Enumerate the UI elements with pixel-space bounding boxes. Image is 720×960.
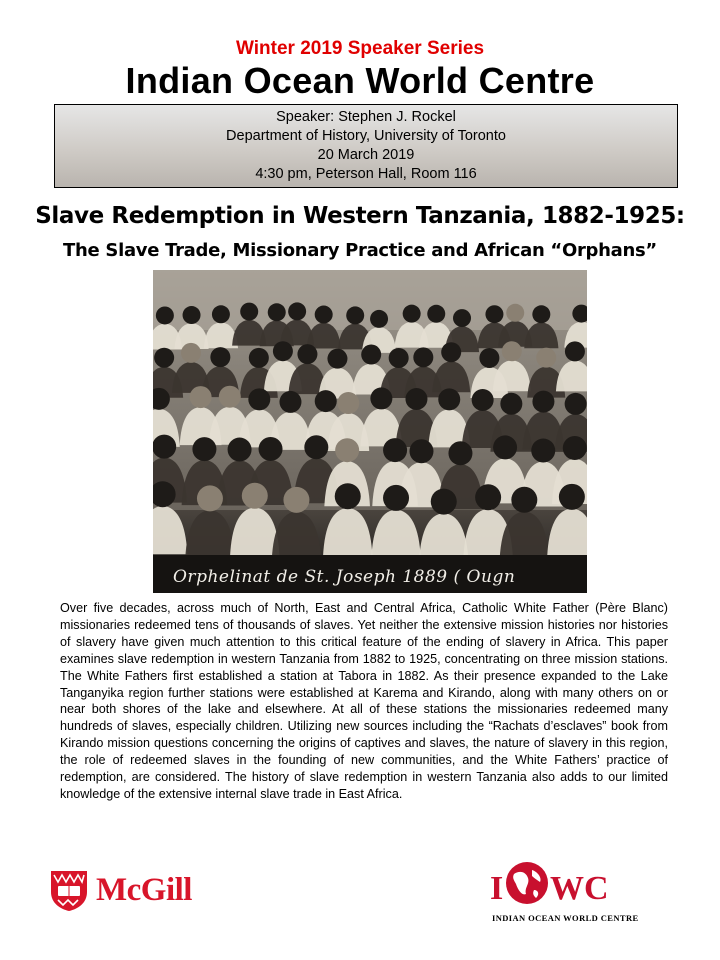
centre-title: Indian Ocean World Centre	[125, 60, 595, 101]
abstract-text: Over five decades, across much of North, East and Central Africa, Catholic White Father (Père Blanc) missionaries redeemed tens of thousands of slaves. Yet neither the extensive mission histories nor histories of slavery have given much attention to this critical feature of the ending of slavery in Africa. This paper examines slave redemption in western Tanzania from 1882 to 1925, concentrating on three mission stations. The White Fathers first established a station at Tabora in 1882. As their presence expanded to the Lake Tanganyika region further stations were established at Karema and Kirando, along with many others on or near both shores of the lake and elsewhere. At all of these stations the missionaries redeemed many hundreds of slaves, especially children. Utilizing new sources including the “Rachats d’esclaves” book from Kirando mission questions concerning the origins of captives and slaves, the nature of slavery in this region, the role of redeemed slaves in the founding of new communities, and the White Fathers’ practice of redemption, are considered. The history of slave redemption in western Tanzania also adds to our limited knowledge of the extensive internal slave trade in East Africa.	[60, 601, 668, 801]
mcgill-wordmark: McGill	[96, 872, 192, 908]
historical-group-photo	[153, 270, 587, 593]
talk-title: Slave Redemption in Western Tanzania, 1882-1925:	[35, 203, 685, 229]
event-date: 20 March 2019	[317, 147, 415, 163]
series-title: Winter 2019 Speaker Series	[235, 38, 485, 59]
talk-subtitle: The Slave Trade, Missionary Practice and African “Orphans”	[63, 240, 657, 261]
speaker-info-box	[54, 104, 678, 188]
iowc-logo	[490, 858, 690, 928]
iowc-full-name: INDIAN OCEAN WORLD CENTRE	[492, 913, 639, 923]
iowc-letters-wc: WC	[550, 870, 609, 907]
iowc-letter-i: I	[490, 870, 504, 907]
event-time-location: 4:30 pm, Peterson Hall, Room 116	[255, 166, 477, 182]
mcgill-logo	[50, 870, 250, 914]
mcgill-shield-icon	[50, 870, 88, 912]
photo-image	[153, 270, 587, 593]
speaker-name: Speaker: Stephen J. Rockel	[276, 109, 456, 125]
speaker-department: Department of History, University of Toronto	[226, 128, 506, 144]
photo-caption: Orphelinat de St. Joseph 1889 ( Ougn	[173, 567, 516, 587]
globe-icon	[504, 860, 550, 906]
